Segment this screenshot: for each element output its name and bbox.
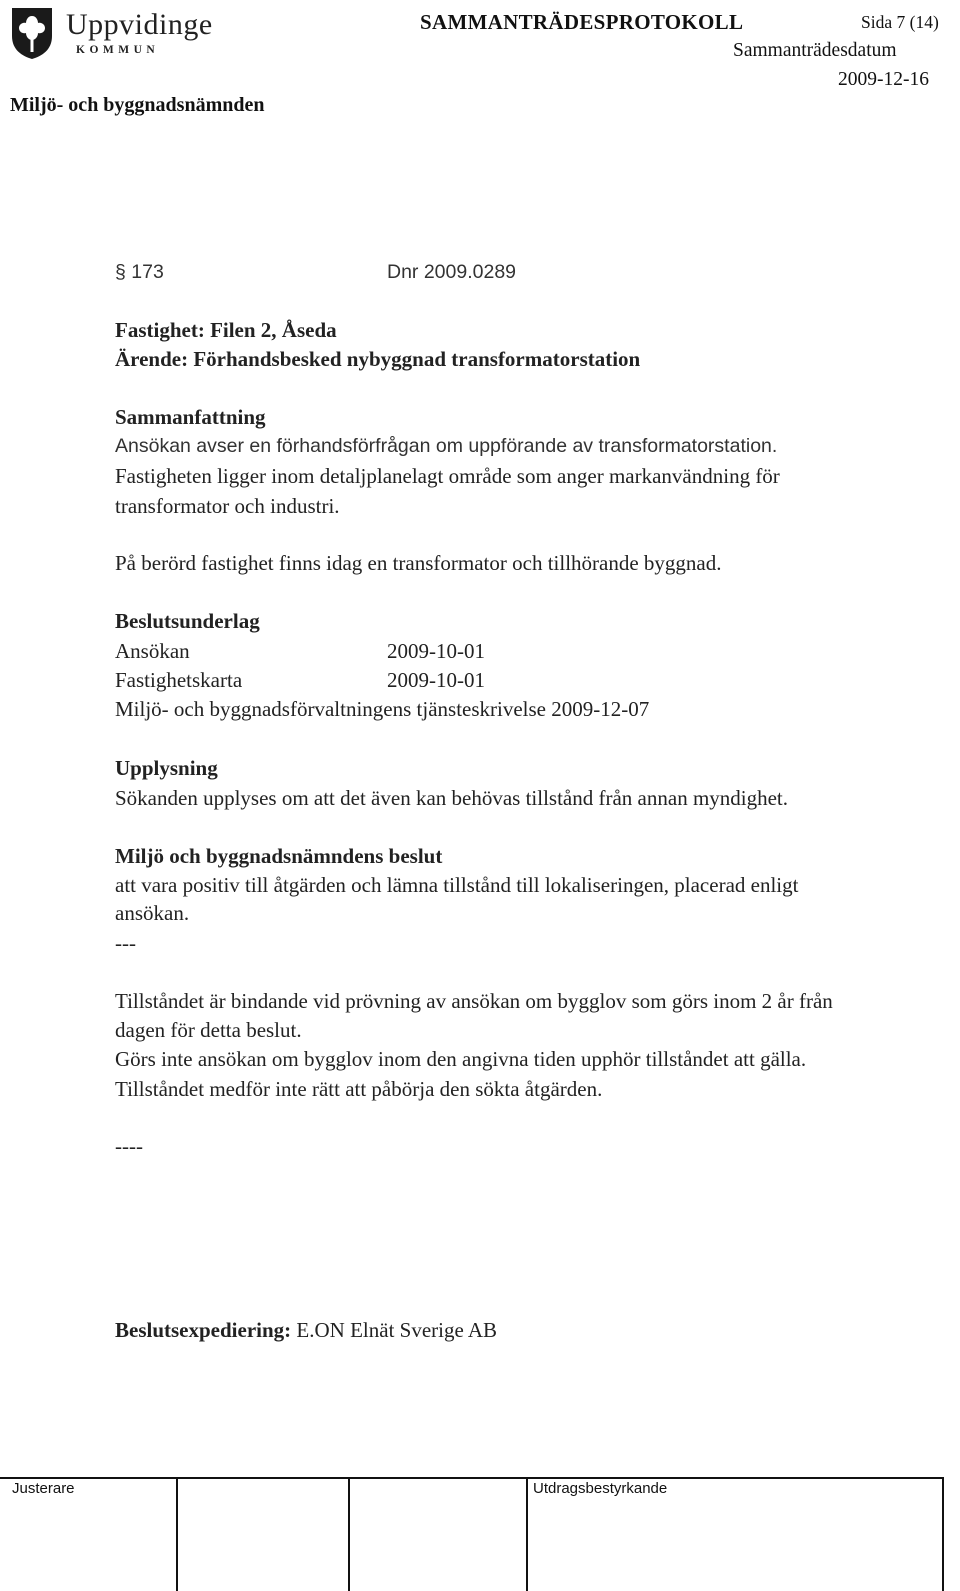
summary-line: På berörd fastighet finns idag en transformator och tillhörande byggnad. (115, 551, 722, 575)
summary-heading: Sammanfattning (115, 405, 266, 429)
summary-line: Fastigheten ligger inom detaljplanelagt område som anger markanvändning för (115, 464, 780, 488)
basis-item-date: 2009-10-01 (387, 668, 485, 692)
info-heading: Upplysning (115, 756, 218, 780)
decision-line: Görs inte ansökan om bygglov inom den angivna tiden upphör tillståndet att gälla. (115, 1047, 807, 1071)
footer-divider (176, 1477, 178, 1591)
footer-utdragsbestyrkande: Utdragsbestyrkande (533, 1480, 668, 1497)
info-text: Sökanden upplyses om att det även kan behövas tillstånd från annan myndighet. (115, 786, 789, 810)
basis-item-date: 2009-10-01 (387, 639, 485, 663)
logo-subtitle: KOMMUN (76, 44, 160, 56)
summary-line: transformator och industri. (115, 494, 340, 518)
decision-line: att vara positiv till åtgärden och lämna tillstånd till lokaliseringen, placerad enligt (115, 873, 799, 897)
basis-line: Miljö- och byggnadsförvaltningens tjänsteskrivelse 2009-12-07 (115, 697, 650, 721)
paragraph-number: § 173 (115, 261, 164, 283)
case-dnr: Dnr 2009.0289 (387, 261, 517, 283)
decision-line: Tillståndet är bindande vid prövning av ansökan om bygglov som görs inom 2 år från (115, 989, 833, 1013)
footer-divider (348, 1477, 350, 1591)
separator: ---- (115, 1134, 143, 1158)
basis-item-label: Ansökan (115, 639, 190, 663)
coat-of-arms-icon (8, 6, 56, 60)
decision-heading: Miljö och byggnadsnämndens beslut (115, 844, 443, 868)
document-title: SAMMANTRÄDESPROTOKOLL (420, 10, 744, 34)
footer-divider (526, 1477, 528, 1591)
summary-line: Ansökan avser en förhandsförfrågan om uppförande av transformatorstation. (115, 435, 778, 457)
footer-justerare: Justerare (12, 1480, 75, 1497)
committee-name: Miljö- och byggnadsnämnden (10, 94, 265, 116)
meeting-date-label: Sammanträdesdatum (733, 40, 897, 61)
dispatch-label: Beslutsexpediering: (115, 1318, 292, 1342)
basis-heading: Beslutsunderlag (115, 609, 260, 633)
logo-name: Uppvidinge (66, 8, 213, 41)
property-heading: Fastighet: Filen 2, Åseda (115, 318, 337, 342)
basis-item-label: Fastighetskarta (115, 668, 243, 692)
meeting-date: 2009-12-16 (838, 69, 929, 90)
separator: --- (115, 931, 136, 955)
subject-heading: Ärende: Förhandsbesked nybyggnad transformatorstation (115, 347, 641, 371)
decision-line: dagen för detta beslut. (115, 1018, 302, 1042)
decision-line: ansökan. (115, 901, 190, 925)
footer-rule (0, 1477, 944, 1479)
footer-divider (942, 1477, 944, 1591)
dispatch-value: E.ON Elnät Sverige AB (291, 1318, 498, 1342)
decision-line: Tillståndet medför inte rätt att påbörja den sökta åtgärden. (115, 1077, 603, 1101)
page-number: Sida 7 (14) (861, 12, 939, 32)
municipality-logo (8, 6, 213, 60)
dispatch (115, 1318, 497, 1343)
